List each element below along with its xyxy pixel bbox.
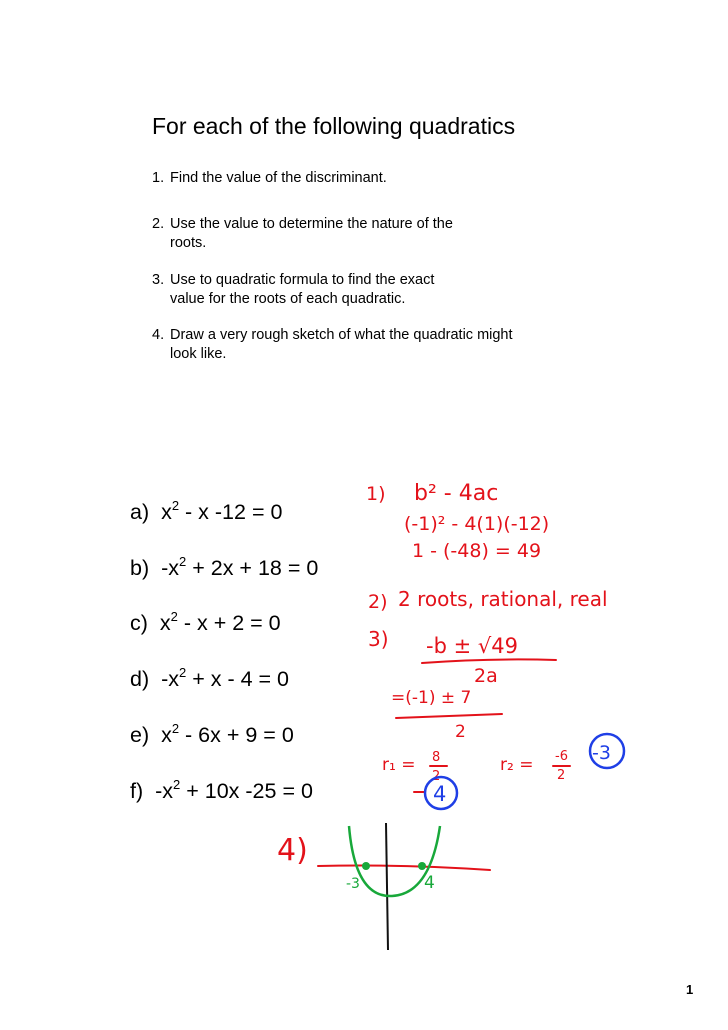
equation-label: f) xyxy=(130,779,144,803)
equation-d xyxy=(130,667,289,692)
sketch-root-point xyxy=(362,862,370,870)
equation-lead: -x xyxy=(161,556,179,580)
equation-a xyxy=(130,500,282,525)
equation-b xyxy=(130,556,318,581)
sketch-parabola xyxy=(349,826,440,896)
page-number: 1 xyxy=(686,982,694,997)
instruction-text: Draw a very rough sketch of what the quadratic might xyxy=(170,327,513,343)
instruction-text: Find the value of the discriminant. xyxy=(170,170,387,186)
equation-c xyxy=(130,611,281,636)
hw-nature-of-roots: 2 roots, rational, real xyxy=(398,587,608,611)
equation-label: a) xyxy=(130,500,150,524)
equation-label: e) xyxy=(130,723,150,747)
instruction-1 xyxy=(152,169,387,188)
equation-rest: - x + 2 = 0 xyxy=(177,611,281,635)
instruction-3 xyxy=(152,271,434,309)
instruction-number: 2. xyxy=(152,216,165,232)
equation-lead: x xyxy=(161,723,172,747)
equation-e xyxy=(130,723,294,748)
hw-substituted-numerator: =(-1) ± 7 xyxy=(391,688,472,708)
equation-rest: + x - 4 = 0 xyxy=(186,667,290,691)
equation-exponent: 2 xyxy=(170,609,178,624)
hw-step2-label: 2) xyxy=(368,591,388,613)
instruction-2 xyxy=(152,215,453,253)
equation-f xyxy=(130,779,313,804)
hw-step4-label: 4) xyxy=(277,833,308,868)
instruction-text: Use to quadratic formula to find the exact xyxy=(170,272,435,288)
hw-root2-label: r₂ = xyxy=(500,755,534,775)
hw-root1-label: r₁ = xyxy=(382,755,416,775)
page-title: For each of the following quadratics xyxy=(152,113,516,139)
instruction-text-continued: roots. xyxy=(170,235,207,251)
equation-rest: + 2x + 18 = 0 xyxy=(186,556,319,580)
instruction-text-continued: look like. xyxy=(170,346,227,362)
hw-root2-numerator: -6 xyxy=(555,749,568,764)
sketch-x-axis xyxy=(318,866,490,871)
equation-exponent: 2 xyxy=(179,665,187,680)
sketch-root-point xyxy=(418,862,426,870)
hw-step3-label: 3) xyxy=(368,627,389,651)
root2-highlight-circle xyxy=(590,734,624,768)
equation-rest: + 10x -25 = 0 xyxy=(180,779,313,803)
hw-discriminant-result: 1 - (-48) = 49 xyxy=(412,540,542,562)
equation-rest: - x -12 = 0 xyxy=(179,500,283,524)
hw-formula-numerator: -b ± √49 xyxy=(426,634,518,658)
hw-fraction-bar xyxy=(422,659,556,663)
hw-substituted-denominator: 2 xyxy=(455,722,466,742)
hw-root2-value: -3 xyxy=(592,742,611,764)
equation-label: c) xyxy=(130,611,148,635)
equation-exponent: 2 xyxy=(173,777,181,792)
hw-root2-denominator: 2 xyxy=(557,768,566,783)
equation-label: b) xyxy=(130,556,150,580)
instruction-text: Use the value to determine the nature of the xyxy=(170,216,453,232)
hw-discriminant-substitution: (-1)² - 4(1)(-12) xyxy=(404,513,550,535)
instruction-number: 1. xyxy=(152,170,165,186)
hw-discriminant-formula: b² - 4ac xyxy=(414,481,499,506)
sketch-root-label-left: -3 xyxy=(346,876,360,892)
instruction-number: 4. xyxy=(152,327,165,343)
sketch-root-label-right: 4 xyxy=(424,873,435,893)
equation-lead: x xyxy=(159,611,171,635)
hw-root1-numerator: 8 xyxy=(432,750,441,765)
sketch-y-axis xyxy=(386,823,388,950)
hw-root1-denominator: 2 xyxy=(432,769,441,784)
root1-highlight-circle xyxy=(425,777,457,809)
hw-formula-denominator: 2a xyxy=(474,665,498,687)
equation-label: d) xyxy=(130,667,150,691)
instruction-4 xyxy=(152,326,513,364)
equation-exponent: 2 xyxy=(179,554,187,569)
hw-step1-label: 1) xyxy=(366,483,386,505)
hw-fraction-bar xyxy=(396,714,502,718)
equation-exponent: 2 xyxy=(171,498,180,513)
equation-lead: -x xyxy=(161,667,179,691)
instruction-text-continued: value for the roots of each quadratic. xyxy=(170,291,406,307)
equation-lead: -x xyxy=(155,779,174,803)
hw-root1-value: 4 xyxy=(433,782,447,806)
equation-lead: x xyxy=(161,500,172,524)
equation-exponent: 2 xyxy=(171,721,180,736)
instruction-number: 3. xyxy=(152,272,165,288)
equation-rest: - 6x + 9 = 0 xyxy=(179,723,294,747)
